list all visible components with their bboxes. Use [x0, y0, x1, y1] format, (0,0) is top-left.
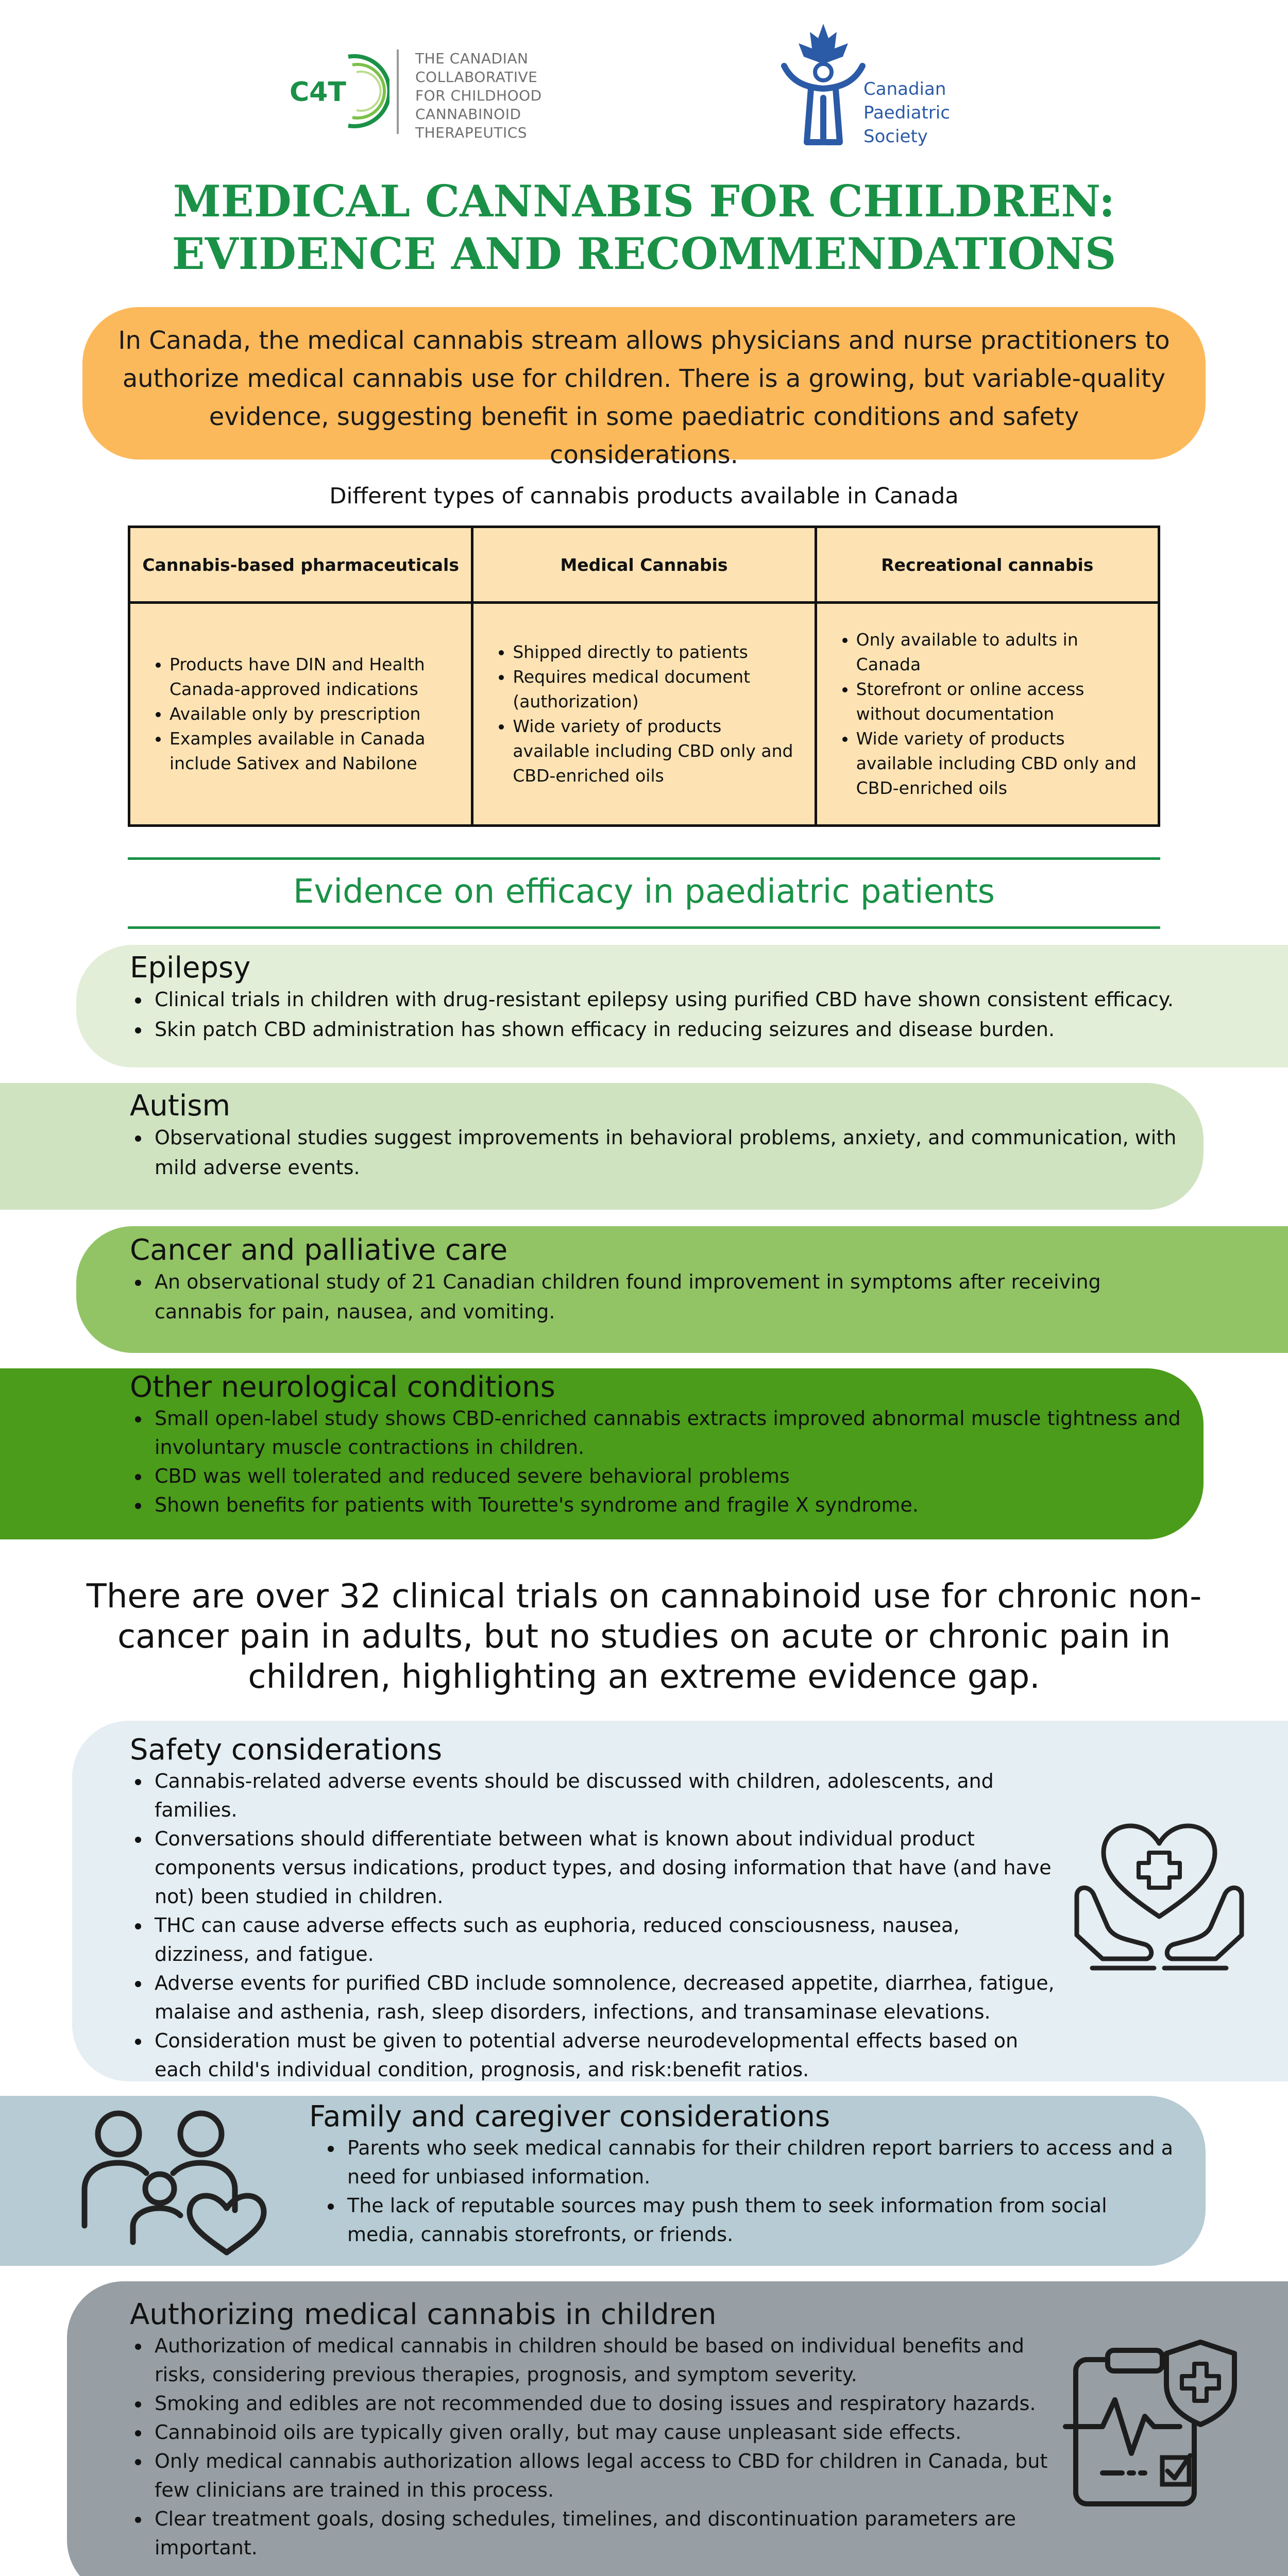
list-item: • Examples available in Canada include Sativex and Nabilone — [170, 726, 457, 776]
c4t-name-line: COLLABORATIVE — [415, 69, 538, 86]
list-item: • Observational studies suggest improvements in behavioral problems, anxiety, and communication, with mild adverse events. — [150, 1123, 1181, 1182]
cps-maple-leaf-logo — [777, 21, 870, 149]
epilepsy-heading: Epilepsy — [130, 951, 251, 985]
medical-clipboard-icon — [1061, 2339, 1247, 2509]
evidence-title: Evidence on efficacy in paediatric patients — [293, 873, 995, 911]
c4t-logo-text: C4T — [290, 77, 346, 108]
list-item: • The lack of reputable sources may push them to seek information from social media, cannabis storefronts, or friends. — [343, 2191, 1175, 2249]
column-header: Medical Cannabis — [472, 527, 816, 603]
list-item: • Storefront or online access without documentation — [856, 677, 1144, 726]
list-item: • Adverse events for purified CBD include somnolence, decreased appetite, diarrhea, fatigue, malaise and asthenia, rash, sleep disorders, infections, and transaminase elevations. — [150, 1969, 1057, 2026]
authorizing-section — [130, 2298, 1057, 2562]
list-item: • Skin patch CBD administration has shown efficacy in reducing seizures and disease burden. — [150, 1014, 1243, 1044]
list-item: • THC can cause adverse effects such as euphoria, reduced consciousness, nausea, dizziness, and fatigue. — [150, 1911, 1057, 1969]
list-item: • Parents who seek medical cannabis for their children report barriers to access and a need for unbiased information. — [343, 2133, 1175, 2191]
list-item: • Available only by prescription — [170, 702, 457, 726]
cps-name-line: Paediatric — [863, 103, 951, 123]
list-item: • Smoking and edibles are not recommended due to dosing issues and respiratory hazards. — [150, 2389, 1057, 2418]
family-heart-icon — [77, 2107, 273, 2257]
list-item: • Only medical cannabis authorization allows legal access to CBD for children in Canada, but few clinicians are trained in this process. — [150, 2447, 1057, 2504]
logo-divider — [397, 49, 399, 134]
safety-heading: Safety considerations — [130, 1733, 442, 1767]
c4t-name-line: FOR CHILDHOOD — [415, 87, 542, 104]
list-item: • Shown benefits for patients with Tourette's syndrome and fragile X syndrome. — [150, 1490, 1181, 1519]
list-item: • Consideration must be given to potential adverse neurodevelopmental effects based on each child's individual condition, prognosis, and risk:benefit ratios. — [150, 2026, 1057, 2084]
products-table — [128, 526, 1160, 827]
page-title — [0, 175, 1288, 280]
neuro-heading: Other neurological conditions — [130, 1370, 555, 1404]
safety-section — [130, 1733, 1057, 2084]
divider — [128, 857, 1160, 860]
list-item: • CBD was well tolerated and reduced severe behavioral problems — [150, 1462, 1181, 1490]
cps-name — [863, 77, 950, 148]
list-item: • Authorization of medical cannabis in children should be based on individual benefits and risks, considering previous therapies, prognosis, and symptom severity. — [150, 2331, 1057, 2389]
table-cell — [472, 603, 816, 826]
list-item: • An observational study of 21 Canadian children found improvement in symptoms after receiving cannabis for pain, nausea, and vomiting. — [150, 1267, 1181, 1327]
list-item: • Cannabis-related adverse events should be discussed with children, adolescents, and families. — [150, 1767, 1057, 1824]
list-item: • Wide variety of products available including CBD only and CBD-enriched oils — [513, 714, 801, 788]
neuro-section — [130, 1370, 1181, 1519]
cancer-heading: Cancer and palliative care — [130, 1233, 508, 1267]
column-header: Cannabis-based pharmaceuticals — [129, 527, 472, 603]
intro-text: In Canada, the medical cannabis stream allows physicians and nurse practitioners to authorize medical cannabis use for children. There is a growing, but variable-quality evidence, suggesting benefit in some paediatric conditions and safety considerations. — [118, 326, 1170, 469]
family-heading: Family and caregiver considerations — [309, 2100, 831, 2133]
table-header-row — [129, 527, 1159, 603]
list-item: • Wide variety of products available including CBD only and CBD-enriched oils — [856, 726, 1144, 801]
table-cell — [129, 603, 472, 826]
autism-heading: Autism — [130, 1089, 231, 1123]
list-item: • Cannabinoid oils are typically given orally, but may cause unpleasant side effects. — [150, 2418, 1057, 2447]
heart-hands-icon — [1072, 1819, 1247, 1984]
c4t-name — [415, 49, 542, 142]
column-header: Recreational cannabis — [816, 527, 1159, 603]
list-item: • Only available to adults in Canada — [856, 628, 1144, 677]
list-item: • Clear treatment goals, dosing schedules, timelines, and discontinuation parameters are important. — [150, 2504, 1057, 2562]
page-title-line: EVIDENCE AND RECOMMENDATIONS — [172, 228, 1116, 279]
c4t-name-line: THE CANADIAN — [415, 50, 529, 67]
products-table-title: Different types of cannabis products available in Canada — [329, 483, 959, 509]
divider — [128, 926, 1160, 929]
page-title-line: MEDICAL CANNABIS FOR CHILDREN: — [173, 176, 1115, 227]
cps-name-line: Society — [863, 126, 928, 147]
epilepsy-section — [130, 951, 1243, 1044]
list-item: • Small open-label study shows CBD-enriched cannabis extracts improved abnormal muscle tightness and involuntary muscle contractions in children. — [150, 1404, 1181, 1462]
family-section — [309, 2100, 1175, 2249]
list-item: • Shipped directly to patients — [513, 640, 801, 665]
evidence-gap-statement: There are over 32 clinical trials on cannabinoid use for chronic non-cancer pain in adults, but no studies on acute or chronic pain in children, highlighting an extreme evidence gap. — [86, 1578, 1202, 1696]
table-cell — [816, 603, 1159, 826]
list-item: • Conversations should differentiate between what is known about individual product components versus indications, product types, and dosing information that have (and have not) been studied in children. — [150, 1824, 1057, 1911]
authorizing-heading: Authorizing medical cannabis in children — [130, 2298, 717, 2331]
list-item: • Products have DIN and Health Canada-approved indications — [170, 652, 457, 702]
table-row — [129, 603, 1159, 826]
c4t-name-line: CANNABINOID — [415, 106, 521, 123]
autism-section — [130, 1089, 1181, 1182]
c4t-name-line: THERAPEUTICS — [415, 124, 528, 141]
list-item: • Requires medical document (authorization) — [513, 665, 801, 714]
cancer-section — [130, 1233, 1181, 1327]
cps-name-line: Canadian — [863, 79, 946, 99]
list-item: • Clinical trials in children with drug-resistant epilepsy using purified CBD have shown consistent efficacy. — [150, 985, 1243, 1014]
c4t-logo — [286, 47, 389, 135]
